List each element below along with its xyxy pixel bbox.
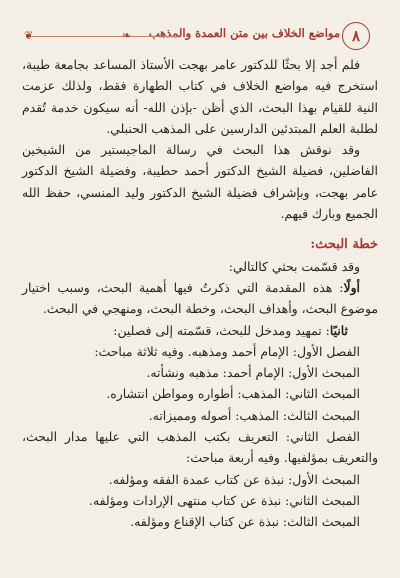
plan-first — [22, 277, 378, 320]
plan-first-text: : هذه المقدمة التي ذكرتُ فيها أهمية البحث، وسبب اختيار موضوع البحث، وأهداف البحث، وخطة البحث، ومنهجي في البحث. — [22, 279, 378, 317]
page-header — [22, 0, 378, 54]
outline-item: الفصل الأول: الإمام أحمد ومذهبه. وفيه ثلاثة مباحث: — [94, 343, 360, 359]
outline-item: المبحث الثاني: نبذة عن كتاب منتهى الإرادات ومؤلفه. — [89, 492, 360, 508]
flourish-icon: ❧ — [122, 29, 132, 42]
spacer — [22, 224, 378, 234]
outline-item: الفصل الثاني: التعريف بكتب المذهب التي عليها مدار البحث، والتعريف بمؤلفيها. وفيه أربعة مباحث: — [22, 429, 378, 466]
outline-item: المبحث الأول: الإمام أحمد: مذهبه ونشأته. — [146, 365, 360, 381]
outline-item: المبحث الثالث: نبذة عن كتاب الإقناع ومؤلفه. — [130, 514, 360, 530]
outline-item: المبحث الأول: نبذة عن كتاب عمدة الفقه ومؤلفه. — [108, 471, 360, 487]
plan-second-label: ثانيًا — [329, 322, 348, 338]
plan-second — [22, 320, 378, 341]
outline-item: المبحث الثالث: المذهب: أصوله ومميزاته. — [148, 407, 360, 423]
plan-first-label: أولًا — [343, 279, 360, 295]
section-heading: خطة البحث: — [310, 237, 378, 253]
running-title: مواضع الخلاف بين متن العمدة والمذهب — [148, 26, 340, 40]
page-body — [22, 54, 378, 533]
paragraph: وقد نوقش هذا البحث في رسالة الماجيستير من الشيخين الفاضلين، فضيلة الشيخ الدكتور أحمد حطيبة، وفضيلة الشيخ الدكتور عامر بهجت، وبإشراف فضيلة الشيخ الدكتور وليد المنسي، حفظ الله الجميع وبارك فيهم. — [22, 142, 378, 222]
plan-second-text: : تمهيد ومدخل للبحث، قسّمته إلى فصلين: — [113, 322, 330, 338]
paragraph: فلم أجد إلا بحثًا للدكتور عامر بهجت الأستاذ المساعد بجامعة طيبة، استخرج فيه مواضع الخلاف في كتاب الطهارة فقط، ولذلك عزمت النية للقيام بهذا البحث، الذي أظن -بإذن الله- أنه سيكون خدمة تُقدم لطلبة العلم المبتدئين الدارسين على المذهب الحنبلي. — [22, 57, 378, 136]
page-number: ٨ — [342, 22, 370, 50]
flourish-end-icon: ❦ — [24, 29, 34, 42]
outline-item: المبحث الثاني: المذهب: أطواره ومواطن انتشاره. — [106, 386, 360, 402]
header-rule — [30, 36, 178, 37]
plan-intro: وقد قسّمت بحثي كالتالي: — [228, 258, 360, 274]
